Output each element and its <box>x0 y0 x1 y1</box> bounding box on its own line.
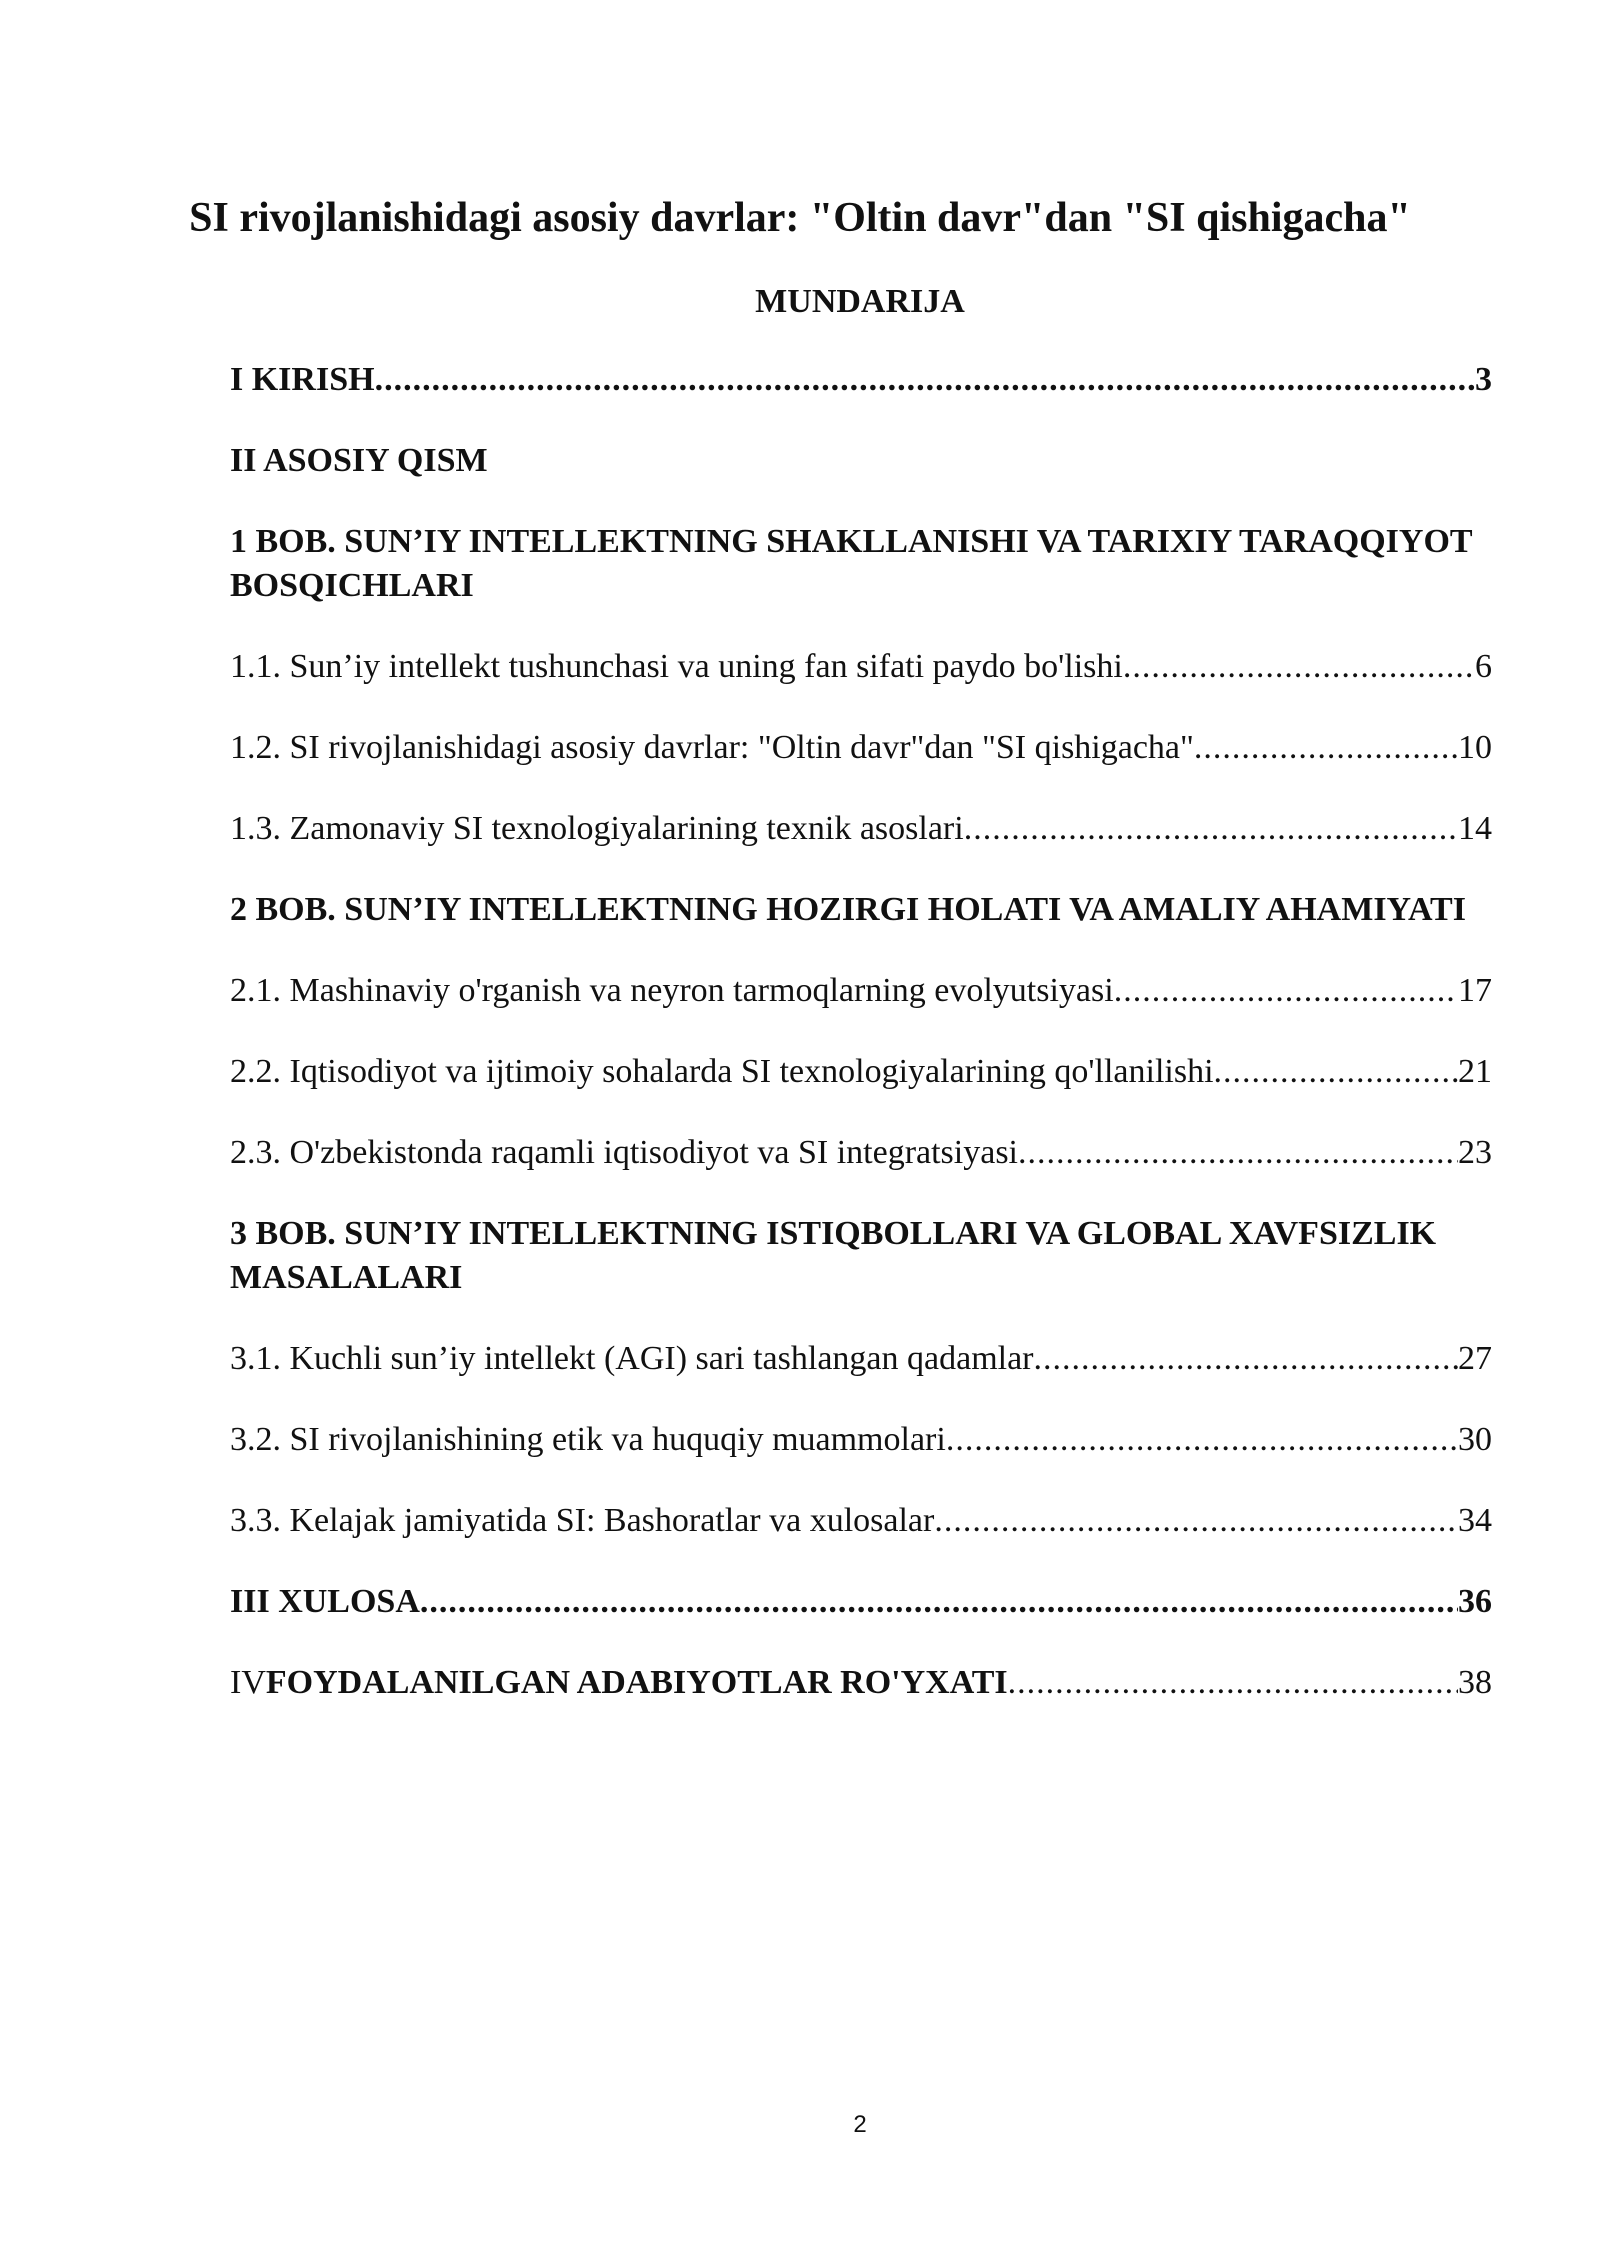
toc-entry-page: 23 <box>1458 1134 1492 1171</box>
toc-chapter-1-title[interactable]: 1 BOB. SUN’IY INTELLEKTNING SHAKLLANISHI VA TARIXIY TARAQQIYOT BOSQICHLARI <box>230 523 1472 604</box>
leader-dots <box>934 1499 1458 1543</box>
leader-dots <box>1018 1131 1458 1175</box>
toc-entry-label: 3.2. SI rivojlanishining etik va huquqiy muammolari <box>230 1421 946 1458</box>
document-title: SI rivojlanishidagi asosiy davrlar: "Oltin davr"dan "SI qishigacha" <box>189 195 1411 241</box>
toc-entry-label: I KIRISH <box>230 361 375 398</box>
table-of-contents <box>230 358 1492 1742</box>
page-number: 2 <box>853 2111 867 2138</box>
toc-chapter-2-title[interactable]: 2 BOB. SUN’IY INTELLEKTNING HOZIRGI HOLATI VA AMALIY AHAMIYATI <box>230 891 1466 928</box>
toc-entry-3-3[interactable] <box>230 1499 1492 1543</box>
leader-dots <box>420 1580 1458 1624</box>
toc-entry-label: 1.1. Sun’iy intellekt tushunchasi va uning fan sifati paydo bo'lishi <box>230 648 1123 685</box>
leader-dots <box>964 807 1458 851</box>
toc-entry-page: 30 <box>1458 1421 1492 1458</box>
toc-entry-page: 27 <box>1458 1340 1492 1377</box>
leader-dots <box>1214 1050 1458 1094</box>
toc-entry-1-2[interactable] <box>230 726 1492 770</box>
toc-chapter-3-title[interactable]: 3 BOB. SUN’IY INTELLEKTNING ISTIQBOLLARI VA GLOBAL XAVFSIZLIK MASALALARI <box>230 1215 1437 1296</box>
toc-entry-prefix: IV <box>230 1664 266 1701</box>
toc-entry-2-2[interactable] <box>230 1050 1492 1094</box>
toc-entry-1-1[interactable] <box>230 645 1492 689</box>
toc-entry-label: 3.1. Kuchli sun’iy intellekt (AGI) sari tashlangan qadamlar <box>230 1340 1034 1377</box>
toc-entry-label: III XULOSA <box>230 1583 420 1620</box>
toc-entry-page: 3 <box>1475 361 1492 398</box>
toc-entry-label: 3.3. Kelajak jamiyatida SI: Bashoratlar va xulosalar <box>230 1502 935 1539</box>
leader-dots <box>375 358 1475 402</box>
toc-entry-label: 2.1. Mashinaviy o'rganish va neyron tarmoqlarning evolyutsiyasi <box>230 972 1114 1009</box>
toc-entry-page: 21 <box>1458 1053 1492 1090</box>
toc-entry-3-2[interactable] <box>230 1418 1492 1462</box>
toc-entry-2-3[interactable] <box>230 1131 1492 1175</box>
leader-dots <box>1194 726 1458 770</box>
toc-entry-3-1[interactable] <box>230 1337 1492 1381</box>
toc-entry-references[interactable] <box>230 1661 1492 1705</box>
toc-entry-2-1[interactable] <box>230 969 1492 1013</box>
toc-entry-page: 34 <box>1458 1502 1492 1539</box>
toc-entry-page: 36 <box>1458 1583 1492 1620</box>
toc-entry-label: FOYDALANILGAN ADABIYOTLAR RO'YXATI <box>265 1664 1008 1701</box>
leader-dots <box>946 1418 1458 1462</box>
toc-entry-label: 1.2. SI rivojlanishidagi asosiy davrlar: "Oltin davr"dan "SI qishigacha" <box>230 729 1194 766</box>
leader-dots <box>1034 1337 1459 1381</box>
toc-entry-label: 2.2. Iqtisodiyot va ijtimoiy sohalarda SI texnologiyalarining qo'llanilishi <box>230 1053 1214 1090</box>
toc-entry-intro[interactable] <box>230 358 1492 402</box>
leader-dots <box>1114 969 1458 1013</box>
leader-dots <box>1123 645 1475 689</box>
toc-entry-page: 14 <box>1458 810 1492 847</box>
toc-section-main-part[interactable]: II ASOSIY QISM <box>230 442 488 479</box>
toc-heading-text: MUNDARIJA <box>755 283 965 320</box>
toc-entry-page: 38 <box>1458 1664 1492 1701</box>
leader-dots <box>1008 1661 1458 1705</box>
toc-entry-page: 17 <box>1458 972 1492 1009</box>
toc-heading <box>0 280 1600 324</box>
toc-entry-label: 1.3. Zamonaviy SI texnologiyalarining texnik asoslari <box>230 810 964 847</box>
toc-entry-page: 6 <box>1475 648 1492 685</box>
toc-entry-1-3[interactable] <box>230 807 1492 851</box>
toc-entry-label: 2.3. O'zbekistonda raqamli iqtisodiyot va SI integratsiyasi <box>230 1134 1018 1171</box>
toc-entry-conclusion[interactable] <box>230 1580 1492 1624</box>
toc-entry-page: 10 <box>1458 729 1492 766</box>
